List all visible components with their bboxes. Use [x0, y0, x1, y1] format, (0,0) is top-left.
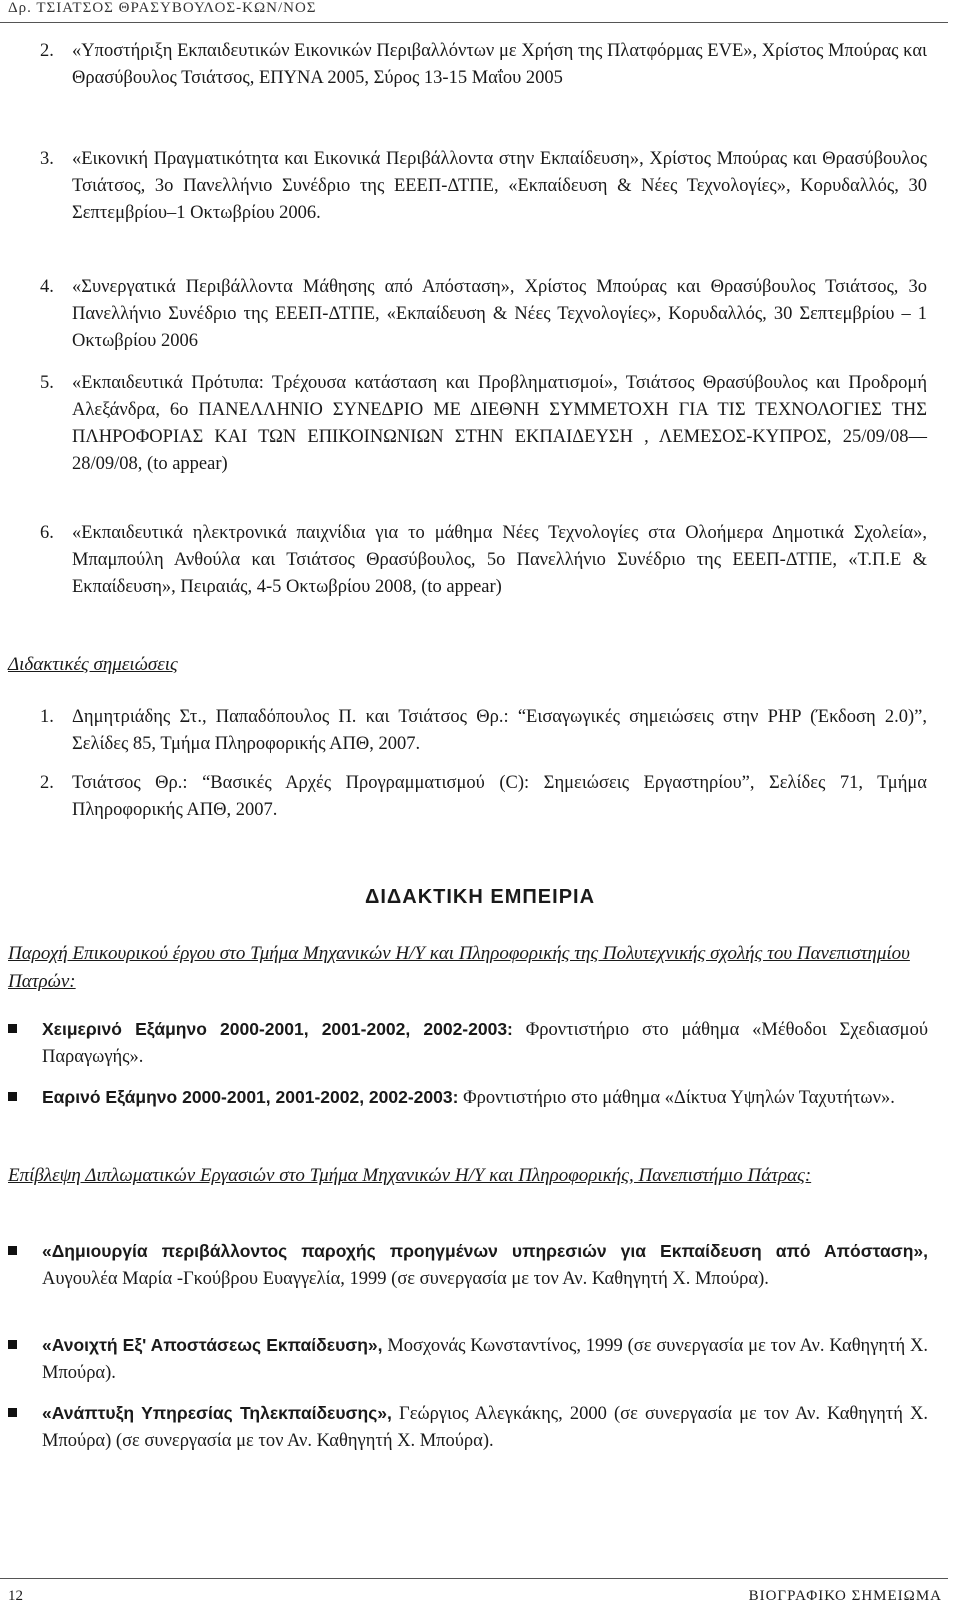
publication-item	[40, 274, 927, 355]
teaching-item-desc: Φροντιστήριο στο μάθημα «Μέθοδοι Σχεδιασμού Παραγωγής».	[42, 1020, 928, 1067]
bullet-icon	[8, 1092, 17, 1101]
teaching-item	[8, 1084, 928, 1112]
note-item	[40, 770, 927, 824]
note-text: Δημητριάδης Στ., Παπαδόπουλος Π. και Τσιάτσος Θρ.: “Εισαγωγικές σημειώσεις στην PHP (Έκδοση 2.0)”, Σελίδες 85, Τμήμα Πληροφορικής ΑΠΘ, 2007.	[72, 707, 927, 754]
supervision-item-text	[42, 1238, 928, 1293]
bullet-icon	[8, 1246, 17, 1255]
note-number: 2.	[40, 773, 54, 793]
teaching-heading: Παροχή Επικουρικού έργου στο Τμήμα Μηχανικών Η/Υ και Πληροφορικής της Πολυτεχνικής σχολής του Πανεπιστημίου Πατρών:	[8, 943, 910, 992]
supervision-item-text	[42, 1332, 928, 1387]
publication-number: 5.	[40, 373, 54, 393]
publication-number: 2.	[40, 41, 54, 61]
publication-item	[40, 38, 927, 92]
teaching-item-text	[42, 1016, 928, 1071]
publication-text: «Εικονική Πραγματικότητα και Εικονικά Περιβάλλοντα στην Εκπαίδευση», Χρίστος Μπούρας και Θρασύβουλος Τσιάτσος, 3ο Πανελλήνιο Συνέδριο της ΕΕΕΠ-ΔΤΠΕ, «Εκπαίδευση & Νέες Τεχνολογίες», Κορυδαλλός, 30 Σεπτεμβρίου–1 Οκτωβρίου 2006.	[72, 149, 927, 223]
publication-item	[40, 370, 927, 478]
bullet-icon	[8, 1024, 17, 1033]
page-number: 12	[8, 1588, 23, 1604]
header-rule	[0, 22, 948, 23]
note-number: 1.	[40, 707, 54, 727]
supervision-item-desc: Μοσχονάς Κωνσταντίνος, 1999 (σε συνεργασία με τον Αν. Καθηγητή Χ. Μπούρα).	[42, 1336, 929, 1383]
publication-text: «Εκπαιδευτικά ηλεκτρονικά παιχνίδια για το μάθημα Νέες Τεχνολογίες στα Ολοήμερα Δημοτικά Σχολεία», Μπαμπούλη Ανθούλα και Τσιάτσος Θρασύβουλος, 5ο Πανελλήνιο Συνέδριο της ΕΕΕΠ-ΔΤΠΕ, «Τ.Π.Ε & Εκπαίδευση», Πειραιάς, 4-5 Οκτωβρίου 2008, (to appear)	[72, 523, 927, 597]
publication-item	[40, 146, 927, 227]
publication-text: «Εκπαιδευτικά Πρότυπα: Τρέχουσα κατάσταση και Προβληματισμοί», Τσιάτσος Θρασύβουλος και Προδρομή Αλεξάνδρα, 6ο ΠΑΝΕΛΛΗΝΙΟ ΣΥΝΕΔΡΙΟ ΜΕ ΔΙΕΘΝΗ ΣΥΜΜΕΤΟΧΗ ΓΙΑ ΤΙΣ ΤΕΧΝΟΛΟΓΙΕΣ ΤΗΣ ΠΛΗΡΟΦΟΡΙΑΣ ΚΑΙ ΤΩΝ ΕΠΙΚΟΙΝΩΝΙΩΝ ΣΤΗΝ ΕΚΠΑΙΔΕΥΣΗ , ΛΕΜΕΣΟΣ-ΚΥΠΡΟΣ, 25/09/08—28/09/08, (to appear)	[72, 373, 927, 474]
supervision-item	[8, 1332, 928, 1387]
supervision-item	[8, 1238, 928, 1293]
bullet-icon	[8, 1408, 17, 1417]
footer-title: ΒΙΟΓΡΑΦΙΚΟ ΣΗΜΕΙΩΜΑ	[748, 1588, 942, 1604]
bullet-icon	[8, 1340, 17, 1349]
publication-number: 3.	[40, 149, 54, 169]
teaching-item-desc: Φροντιστήριο στο μάθημα «Δίκτυα Υψηλών Ταχυτήτων».	[458, 1088, 895, 1108]
supervision-item-title: «Δημιουργία περιβάλλοντος παροχής προηγμένων υπηρεσιών για Εκπαίδευση από Απόσταση»,	[42, 1241, 928, 1261]
supervision-item-text	[42, 1400, 928, 1455]
teaching-item-term: Εαρινό Εξάμηνο 2000-2001, 2001-2002, 2002-2003:	[42, 1087, 459, 1107]
supervision-item-title: «Ανοιχτή Εξ' Αποστάσεως Εκπαίδευση»,	[42, 1335, 383, 1355]
footer-rule	[0, 1578, 948, 1579]
running-header: Δρ. ΤΣΙΑΤΣΟΣ ΘΡΑΣΥΒΟΥΛΟΣ-ΚΩΝ/ΝΟΣ	[8, 0, 317, 16]
publication-number: 4.	[40, 277, 54, 297]
supervision-item-desc: Αυγουλέα Μαρία -Γκούβρου Ευαγγελία, 1999 (σε συνεργασία με τον Αν. Καθηγητή Χ. Μπούρα).	[42, 1269, 769, 1289]
publication-text: «Υποστήριξη Εκπαιδευτικών Εικονικών Περιβαλλόντων με Χρήση της Πλατφόρμας EVE», Χρίστος Μπούρας και Θρασύβουλος Τσιάτσος, ΕΠΥΝΑ 2005, Σύρος 13-15 Μαΐου 2005	[72, 41, 927, 88]
note-item	[40, 704, 927, 758]
supervision-item-desc: Γεώργιος Αλεγκάκης, 2000 (σε συνεργασία με τον Αν. Καθηγητή Χ. Μπούρα) (σε συνεργασία με τον Αν. Καθηγητή Χ. Μπούρα).	[42, 1404, 928, 1451]
section-title: ΔΙΔΑΚΤΙΚΗ ΕΜΠΕΙΡΙΑ	[364, 886, 596, 908]
supervision-item-title: «Ανάπτυξη Υπηρεσίας Τηλεκπαίδευσης»,	[42, 1403, 392, 1423]
teaching-item-term: Χειμερινό Εξάμηνο 2000-2001, 2001-2002, 2002-2003:	[42, 1019, 513, 1039]
publication-number: 6.	[40, 523, 54, 543]
publication-item	[40, 520, 927, 601]
supervision-heading: Επίβλεψη Διπλωματικών Εργασιών στο Τμήμα Μηχανικών Η/Υ και Πληροφορικής, Πανεπιστήμιο Πάτρας:	[8, 1165, 812, 1186]
teaching-item	[8, 1016, 928, 1071]
teaching-item-text	[42, 1084, 928, 1112]
note-text: Τσιάτσος Θρ.: “Βασικές Αρχές Προγραμματισμού (C): Σημειώσεις Εργαστηρίου”, Σελίδες 71, Τμήμα Πληροφορικής ΑΠΘ, 2007.	[72, 773, 927, 820]
supervision-item	[8, 1400, 928, 1455]
publication-text: «Συνεργατικά Περιβάλλοντα Μάθησης από Απόσταση», Χρίστος Μπούρας και Θρασύβουλος Τσιάτσος, 3ο Πανελλήνιο Συνέδριο της ΕΕΕΠ-ΔΤΠΕ, «Εκπαίδευση & Νέες Τεχνολογίες», Κορυδαλλός, 30 Σεπτεμβρίου – 1 Οκτωβρίου 2006	[72, 277, 927, 351]
notes-heading: Διδακτικές σημειώσεις	[8, 654, 178, 675]
